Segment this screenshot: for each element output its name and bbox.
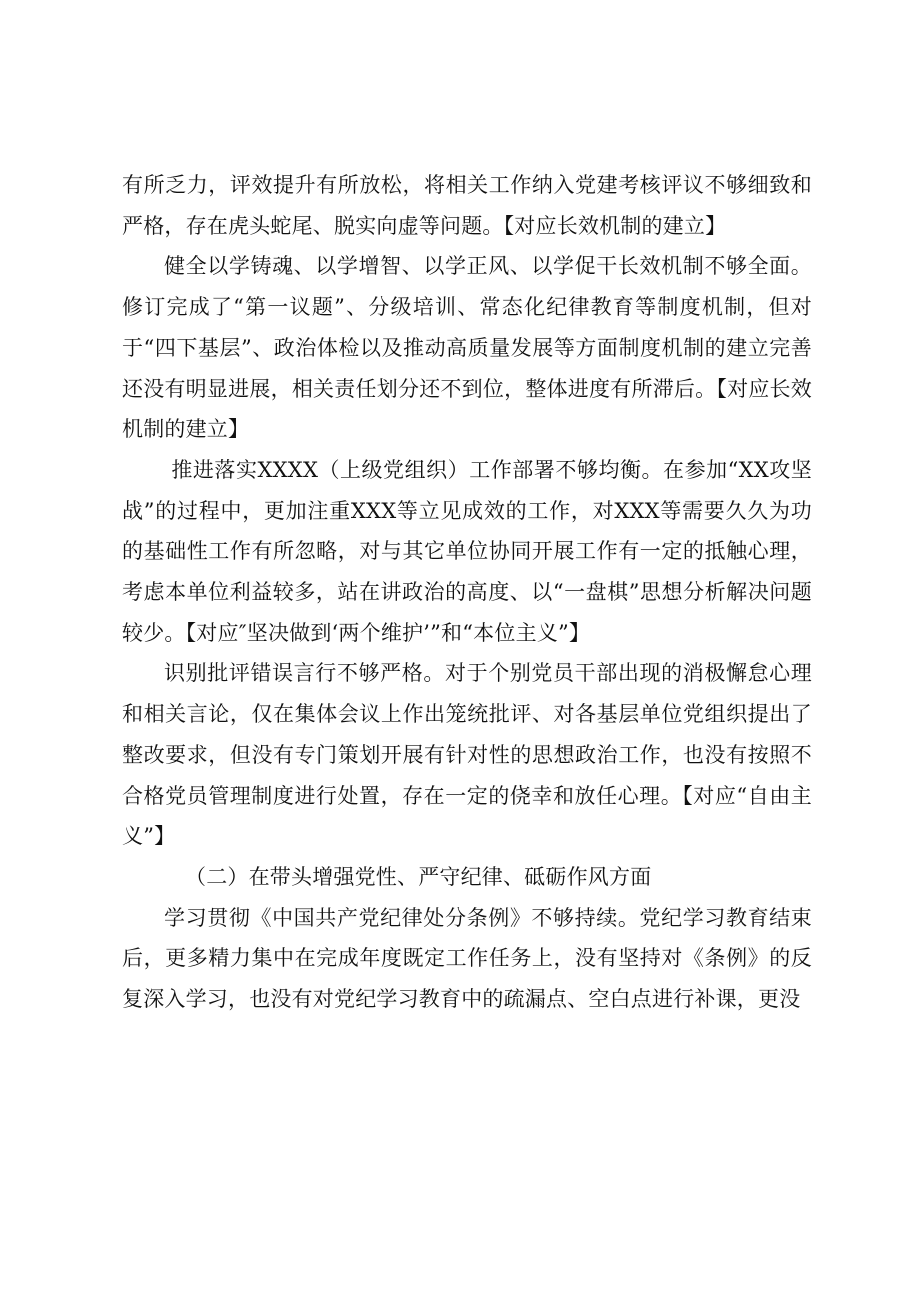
paragraph-continuation: 有所乏力，评效提升有所放松，将相关工作纳入党建考核评议不够细致和严格，存在虎头蛇尾、脱实向虚等问题。【对应长效机制的建立】 <box>122 173 812 238</box>
paragraph-discipline-regulations: 学习贯彻《中国共产党纪律处分条例》不够持续。党纪学习教育结束后，更多精力集中在完成年度既定工作任务上，没有坚持对《条例》的反复深入学习，也没有对党纪学习教育中的疏漏点、空白点进行补课，更没 <box>122 905 812 1012</box>
paragraph-long-term-mechanism: 健全以学铸魂、以学增智、以学正风、以学促干长效机制不够全面。修订完成了“第一议题”、分级培训、常态化纪律教育等制度机制，但对于“四下基层”、政治体检以及推动高质量发展等方面制度机制的建立完善还没有明显进展，相关责任划分还不到位，整体进度有所滞后。【对应长效机制的建立】 <box>122 254 812 442</box>
paragraph-criticism: 识别批评错误言行不够严格。对于个别党员干部出现的消极懈怠心理和相关言论，仅在集体会议上作出笼统批评、对各基层单位党组织提出了整改要求，但没有专门策划开展有针对性的思想政治工作，也没有按照不合格党员管理制度进行处置，存在一定的侥幸和放任心理。【对应“自由主义”】 <box>122 661 812 849</box>
section-heading: （二）在带头增强党性、严守纪律、砥砺作风方面 <box>185 864 652 889</box>
document-body <box>122 165 812 1020</box>
paragraph-work-deployment: 推进落实XXXX（上级党组织）工作部署不够均衡。在参加“XX攻坚战”的过程中，更加注重XXX等立见成效的工作，对XXX等需要久久为功的基础性工作有所忽略，对与其它单位协同开展工作有一定的抵触心理，考虑本单位利益较多，站在讲政治的高度、以“一盘棋”思想分析解决问题较少。【对应″坚决做到‘两个维护’”和“本位主义”】 <box>122 457 812 645</box>
